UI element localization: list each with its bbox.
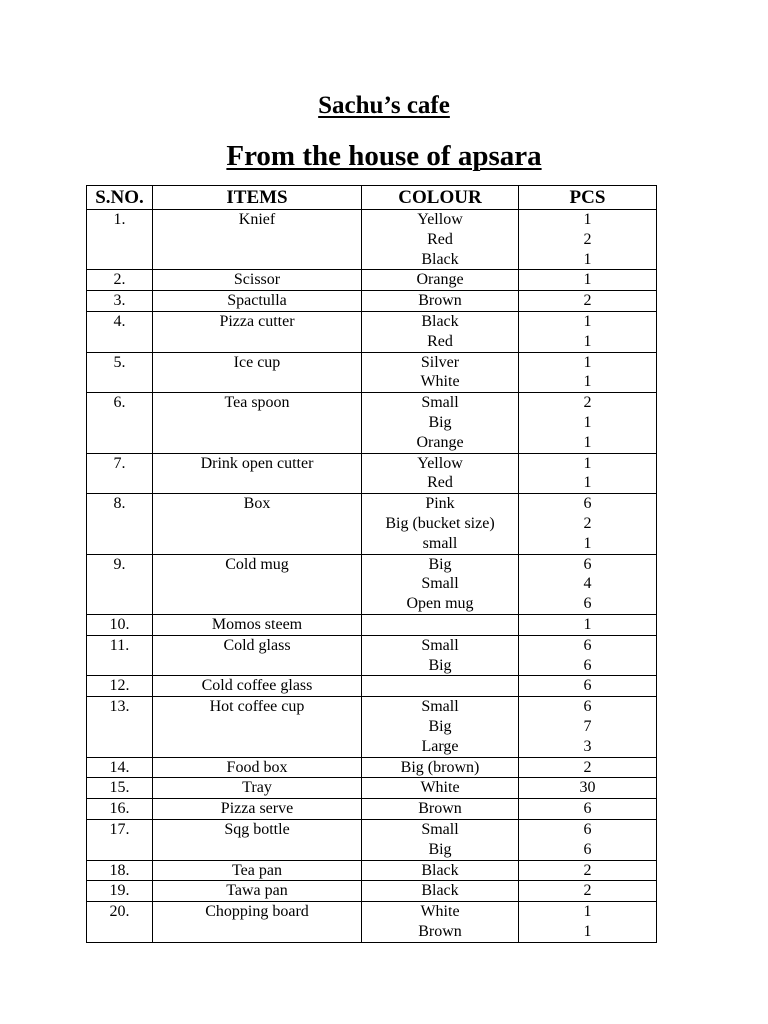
sno-cell — [87, 860, 153, 881]
pcs-cell — [519, 210, 657, 270]
table-row — [87, 393, 657, 453]
sno-value: 20. — [109, 903, 130, 921]
table-row — [87, 757, 657, 778]
sno-cell — [87, 881, 153, 902]
item-cell — [153, 453, 362, 494]
sno-value: 8. — [113, 495, 126, 513]
sno-cell — [87, 799, 153, 820]
item-name: Spactulla — [227, 292, 287, 310]
pcs-cell — [519, 902, 657, 943]
item-cell — [153, 860, 362, 881]
colour-value: Red — [427, 332, 453, 350]
table-row — [87, 902, 657, 943]
sno-cell — [87, 352, 153, 393]
table-row — [87, 311, 657, 352]
colour-value: Big (bucket size) — [385, 514, 495, 532]
item-cell — [153, 352, 362, 393]
sno-cell — [87, 614, 153, 635]
item-name: Sqg bottle — [224, 820, 290, 838]
table-row — [87, 881, 657, 902]
sno-value: 7. — [113, 454, 126, 472]
page-title: Sachu’s cafe — [318, 92, 450, 119]
colour-value: Big — [428, 555, 452, 573]
pcs-value: 1 — [583, 615, 592, 633]
pcs-value: 1 — [583, 312, 592, 330]
sno-cell — [87, 819, 153, 860]
colour-cell — [362, 778, 519, 799]
colour-cell — [362, 635, 519, 676]
pcs-cell — [519, 676, 657, 697]
item-name: Ice cup — [233, 353, 281, 371]
pcs-value: 1 — [583, 373, 592, 391]
pcs-value: 1 — [583, 332, 592, 350]
pcs-cell — [519, 697, 657, 757]
item-cell — [153, 778, 362, 799]
pcs-value: 4 — [583, 575, 592, 593]
table-row — [87, 860, 657, 881]
pcs-value: 6 — [583, 595, 592, 613]
sno-value: 11. — [109, 636, 130, 654]
sno-value: 14. — [109, 758, 130, 776]
pcs-value: 30 — [579, 779, 596, 797]
pcs-value: 1 — [583, 903, 592, 921]
header-colour: COLOUR — [362, 186, 519, 210]
item-name: Pizza serve — [220, 800, 294, 818]
colour-value: Red — [427, 230, 453, 248]
pcs-value: 6 — [583, 677, 592, 695]
pcs-cell — [519, 778, 657, 799]
pcs-value: 1 — [583, 271, 592, 289]
pcs-cell — [519, 635, 657, 676]
colour-value: Small — [421, 698, 459, 716]
sno-value: 17. — [109, 820, 130, 838]
item-cell — [153, 902, 362, 943]
pcs-cell — [519, 270, 657, 291]
sno-value: 12. — [109, 677, 130, 695]
pcs-cell — [519, 614, 657, 635]
colour-value: Pink — [425, 495, 455, 513]
item-cell — [153, 676, 362, 697]
colour-value: Small — [421, 636, 459, 654]
pcs-value: 1 — [583, 454, 592, 472]
table-row — [87, 819, 657, 860]
pcs-value: 2 — [583, 882, 592, 900]
item-name: Scissor — [233, 271, 281, 289]
pcs-value: 6 — [583, 656, 592, 674]
table-row — [87, 352, 657, 393]
item-cell — [153, 635, 362, 676]
sno-cell — [87, 778, 153, 799]
colour-cell — [362, 352, 519, 393]
item-cell — [153, 311, 362, 352]
colour-value — [362, 615, 518, 635]
colour-value: White — [420, 779, 460, 797]
pcs-value: 1 — [583, 353, 592, 371]
sno-cell — [87, 757, 153, 778]
sno-cell — [87, 554, 153, 614]
item-cell — [153, 697, 362, 757]
colour-value: Brown — [418, 292, 462, 310]
colour-value: Small — [421, 575, 459, 593]
item-cell — [153, 210, 362, 270]
table-row — [87, 635, 657, 676]
colour-value: Big — [428, 656, 452, 674]
table-row — [87, 554, 657, 614]
colour-value: Small — [421, 820, 459, 838]
pcs-value: 1 — [583, 474, 592, 492]
sno-value: 3. — [113, 292, 126, 310]
colour-cell — [362, 554, 519, 614]
sno-value: 4. — [113, 312, 126, 330]
pcs-value: 6 — [583, 555, 592, 573]
colour-value: Open mug — [406, 595, 474, 613]
colour-cell — [362, 311, 519, 352]
sno-value: 5. — [113, 353, 126, 371]
pcs-cell — [519, 554, 657, 614]
pcs-value: 1 — [583, 922, 592, 940]
colour-value: Black — [421, 882, 459, 900]
sno-value: 2. — [113, 271, 126, 289]
pcs-cell — [519, 819, 657, 860]
pcs-cell — [519, 311, 657, 352]
pcs-cell — [519, 494, 657, 554]
item-name: Cold glass — [223, 636, 291, 654]
sno-cell — [87, 393, 153, 453]
sno-cell — [87, 453, 153, 494]
sno-value: 1. — [113, 211, 126, 228]
pcs-value: 6 — [583, 800, 592, 818]
sno-value: 13. — [109, 698, 130, 716]
colour-cell — [362, 614, 519, 635]
colour-value: Big — [428, 840, 452, 858]
item-name: Tea pan — [232, 861, 282, 879]
colour-value: Orange — [416, 271, 464, 289]
table-row — [87, 494, 657, 554]
colour-cell — [362, 453, 519, 494]
colour-cell — [362, 819, 519, 860]
table-header — [87, 186, 657, 210]
pcs-value: 2 — [583, 230, 592, 248]
table-row — [87, 697, 657, 757]
sno-cell — [87, 311, 153, 352]
item-name: Food box — [226, 758, 288, 776]
colour-cell — [362, 210, 519, 270]
pcs-value: 1 — [583, 250, 592, 268]
pcs-cell — [519, 291, 657, 312]
sno-cell — [87, 635, 153, 676]
colour-cell — [362, 881, 519, 902]
item-name: Cold mug — [225, 555, 289, 573]
sno-value: 6. — [113, 394, 126, 412]
sno-cell — [87, 676, 153, 697]
sno-value: 16. — [109, 800, 130, 818]
item-name: Box — [243, 495, 271, 513]
item-name: Knief — [238, 211, 276, 228]
item-cell — [153, 819, 362, 860]
sno-cell — [87, 902, 153, 943]
colour-value: Yellow — [417, 211, 463, 228]
colour-value: White — [420, 373, 460, 391]
pcs-value: 2 — [583, 292, 592, 310]
header-row — [87, 186, 657, 210]
pcs-value: 7 — [583, 717, 592, 735]
header-pcs: PCS — [519, 186, 657, 210]
sno-cell — [87, 494, 153, 554]
item-cell — [153, 270, 362, 291]
colour-value: Black — [421, 861, 459, 879]
item-cell — [153, 757, 362, 778]
colour-value: Big — [428, 717, 452, 735]
item-name: Cold coffee glass — [201, 677, 313, 695]
pcs-value: 2 — [583, 514, 592, 532]
table-body — [87, 210, 657, 943]
table-row — [87, 270, 657, 291]
item-name: Tawa pan — [226, 882, 288, 900]
pcs-value: 2 — [583, 394, 592, 412]
table-row — [87, 210, 657, 270]
table-row — [87, 799, 657, 820]
colour-value: Big — [428, 413, 452, 431]
pcs-cell — [519, 757, 657, 778]
pcs-cell — [519, 352, 657, 393]
colour-cell — [362, 902, 519, 943]
table-row — [87, 453, 657, 494]
colour-value: Large — [421, 737, 459, 755]
pcs-value: 6 — [583, 840, 592, 858]
colour-value — [362, 676, 518, 696]
colour-value: Silver — [420, 353, 460, 371]
item-name: Hot coffee cup — [209, 698, 305, 716]
item-name: Tea spoon — [224, 394, 290, 412]
item-name: Drink open cutter — [200, 454, 314, 472]
pcs-cell — [519, 393, 657, 453]
pcs-value: 2 — [583, 758, 592, 776]
sno-value: 10. — [109, 615, 130, 633]
pcs-cell — [519, 881, 657, 902]
sno-cell — [87, 210, 153, 270]
colour-value: Big (brown) — [400, 758, 480, 776]
pcs-cell — [519, 453, 657, 494]
table-row — [87, 614, 657, 635]
pcs-value: 6 — [583, 820, 592, 838]
pcs-cell — [519, 860, 657, 881]
colour-value: Red — [427, 474, 453, 492]
page-subtitle: From the house of apsara — [226, 140, 542, 172]
colour-value: White — [420, 903, 460, 921]
table-row — [87, 291, 657, 312]
table-row — [87, 676, 657, 697]
colour-value: Black — [421, 312, 459, 330]
colour-cell — [362, 291, 519, 312]
item-cell — [153, 554, 362, 614]
pcs-value: 1 — [583, 211, 592, 228]
table-row — [87, 778, 657, 799]
colour-value: Black — [421, 250, 459, 268]
item-cell — [153, 291, 362, 312]
sno-cell — [87, 270, 153, 291]
colour-cell — [362, 676, 519, 697]
sno-cell — [87, 291, 153, 312]
colour-cell — [362, 697, 519, 757]
colour-cell — [362, 860, 519, 881]
colour-cell — [362, 799, 519, 820]
sno-value: 9. — [113, 555, 126, 573]
inventory-table — [86, 185, 657, 943]
item-cell — [153, 614, 362, 635]
item-cell — [153, 799, 362, 820]
header-sno: S.NO. — [87, 186, 153, 210]
colour-cell — [362, 270, 519, 291]
item-name: Tray — [242, 779, 272, 797]
pcs-value: 3 — [583, 737, 592, 755]
colour-value: Small — [421, 394, 459, 412]
sno-value: 19. — [109, 882, 130, 900]
colour-value: Brown — [418, 800, 462, 818]
colour-value: Yellow — [417, 454, 463, 472]
sno-value: 18. — [109, 861, 130, 879]
pcs-value: 1 — [583, 433, 592, 451]
colour-cell — [362, 393, 519, 453]
colour-cell — [362, 494, 519, 554]
item-cell — [153, 393, 362, 453]
pcs-value: 6 — [583, 636, 592, 654]
pcs-cell — [519, 799, 657, 820]
pcs-value: 1 — [583, 534, 592, 552]
item-name: Momos steem — [211, 615, 303, 633]
pcs-value: 2 — [583, 861, 592, 879]
colour-value: small — [422, 534, 458, 552]
sno-cell — [87, 697, 153, 757]
item-name: Pizza cutter — [219, 312, 295, 330]
item-cell — [153, 881, 362, 902]
item-cell — [153, 494, 362, 554]
item-name: Chopping board — [205, 903, 309, 921]
pcs-value: 6 — [583, 495, 592, 513]
colour-cell — [362, 757, 519, 778]
sno-value: 15. — [109, 779, 130, 797]
pcs-value: 1 — [583, 413, 592, 431]
pcs-value: 6 — [583, 698, 592, 716]
header-items: ITEMS — [153, 186, 362, 210]
colour-value: Brown — [418, 922, 462, 940]
colour-value: Orange — [416, 433, 464, 451]
